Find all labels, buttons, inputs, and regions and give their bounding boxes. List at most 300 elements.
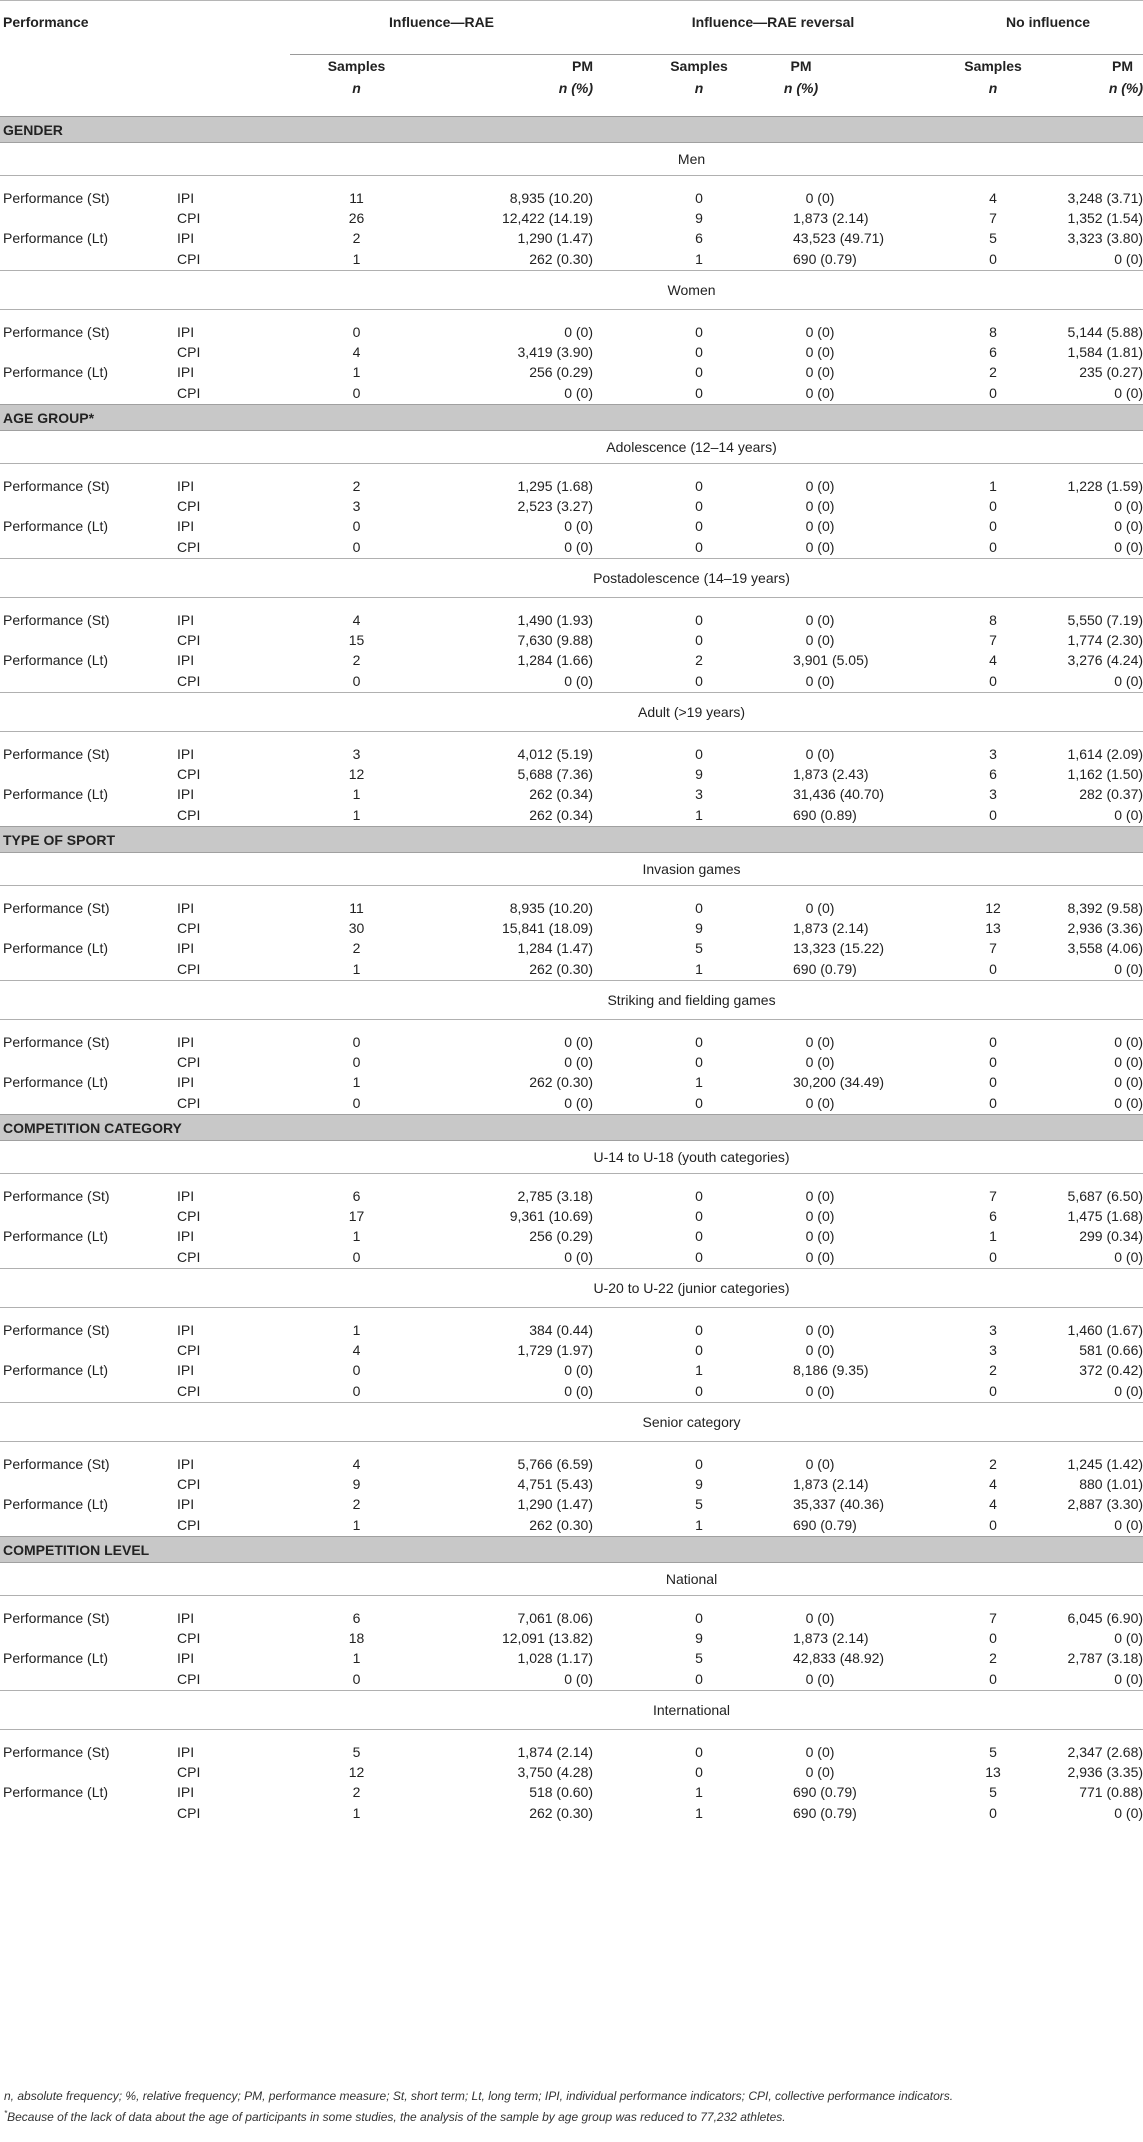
table-row [0, 208, 1143, 228]
cell-none-samples: 7 [989, 632, 997, 648]
row-performance-label [0, 670, 177, 693]
row-performance-label: Performance (St) [3, 900, 110, 916]
cell-rae-pm: 0 (0) [564, 1054, 594, 1070]
header-group-no-influence: No influence [953, 1, 1143, 55]
cell-none-samples: 0 [953, 1246, 1033, 1269]
cell-none-samples: 3 [989, 1342, 997, 1358]
spacer-cell [847, 1052, 953, 1072]
row-indicator-label: IPI [177, 786, 195, 802]
cell-none-pm: 0 (0) [1114, 1054, 1143, 1070]
cell-reversal-pm: 3,901 (5.05) [793, 652, 869, 668]
cell-none-pm: 0 (0) [1033, 536, 1143, 559]
cell-none-pm: 0 (0) [1033, 1380, 1143, 1403]
cell-none-pm: 581 (0.66) [1079, 1342, 1143, 1358]
cell-none-samples: 0 [989, 1095, 997, 1111]
header-row-units [0, 77, 1143, 117]
cell-none-pm: 235 (0.27) [1079, 364, 1143, 380]
cell-reversal-samples: 0 [695, 1054, 703, 1070]
spacer-cell [847, 1092, 953, 1115]
cell-reversal-pm: 1,873 (2.14) [793, 1476, 869, 1492]
row-indicator-label: CPI [177, 1054, 201, 1070]
cell-rae-pm: 7,630 (9.88) [517, 632, 594, 648]
row-indicator-label: IPI [177, 746, 195, 762]
cell-rae-samples: 0 [290, 536, 423, 559]
row-performance-label: Performance (Lt) [3, 652, 109, 668]
table-row [0, 670, 1143, 693]
table-row [0, 476, 1143, 496]
spacer-cell [847, 1206, 953, 1226]
header-row-groups [0, 1, 1143, 55]
cell-rae-pm: 1,729 (1.97) [517, 1342, 594, 1358]
cell-none-samples: 0 [953, 1668, 1033, 1691]
table-row [0, 610, 1143, 630]
cell-reversal-pm: 0 (0) [805, 632, 835, 648]
cell-reversal-pm: 42,833 (48.92) [793, 1650, 885, 1666]
spacer-cell [847, 958, 953, 981]
cell-reversal-pm: 0 (0) [805, 324, 835, 340]
row-indicator-label: CPI [177, 958, 290, 981]
cell-reversal-pm: 0 (0) [805, 746, 835, 762]
cell-reversal-samples: 9 [695, 920, 703, 936]
cell-none-pm: 0 (0) [1033, 958, 1143, 981]
header-pm: PM [790, 58, 812, 74]
cell-rae-samples: 0 [290, 670, 423, 693]
header-n-pct: n (%) [423, 77, 593, 117]
cell-none-pm: 0 (0) [1114, 1630, 1143, 1646]
cell-rae-samples: 2 [352, 940, 361, 956]
table-row [0, 1608, 1143, 1628]
cell-rae-samples: 1 [352, 807, 361, 823]
row-performance-label: Performance (St) [3, 478, 110, 494]
cell-rae-samples: 11 [349, 900, 364, 916]
cell-rae-pm: 12,091 (13.82) [501, 1630, 594, 1646]
row-performance-label [0, 1668, 177, 1691]
subgroup-header [0, 1141, 1143, 1174]
row-indicator-label: CPI [177, 632, 201, 648]
row-performance-label: Performance (St) [3, 1744, 110, 1760]
row-indicator-label: IPI [177, 1744, 195, 1760]
cell-none-samples: 0 [953, 670, 1033, 693]
row-performance-label: Performance (Lt) [3, 1784, 109, 1800]
cell-rae-pm: 384 (0.44) [529, 1322, 594, 1338]
cell-reversal-pm: 30,200 (34.49) [793, 1074, 885, 1090]
cell-none-pm: 8,392 (9.58) [1067, 900, 1143, 916]
row-indicator-label: CPI [177, 210, 201, 226]
cell-reversal-samples: 0 [695, 498, 703, 514]
cell-none-samples: 0 [989, 1074, 997, 1090]
footnote-age-text: Because of the lack of data about the age of participants in some studies, the analysis of the sample by age group was reduced to 77,232 athletes. [7, 2110, 786, 2124]
cell-none-pm: 2,887 (3.30) [1067, 1496, 1143, 1512]
row-performance-label: Performance (Lt) [3, 1228, 109, 1244]
cell-rae-samples: 4 [352, 1456, 361, 1472]
cell-reversal-samples: 0 [593, 536, 755, 559]
table-row [0, 1226, 1143, 1246]
spacer-cell [847, 322, 953, 342]
cell-none-samples: 3 [989, 1322, 997, 1338]
cell-reversal-pm: 0 (0) [805, 1744, 835, 1760]
cell-rae-pm: 15,841 (18.09) [501, 920, 594, 936]
row-indicator-label: CPI [177, 766, 201, 782]
spacer-cell [847, 804, 953, 827]
cell-reversal-samples: 0 [695, 385, 703, 401]
cell-reversal-samples: 0 [695, 364, 703, 380]
row-indicator-label: CPI [177, 1476, 201, 1492]
spacer-cell [847, 610, 953, 630]
cell-none-pm: 0 (0) [1114, 385, 1143, 401]
cell-none-pm: 1,774 (2.30) [1067, 632, 1143, 648]
cell-rae-pm: 262 (0.34) [529, 807, 594, 823]
cell-reversal-pm: 1,873 (2.14) [793, 920, 869, 936]
row-indicator-label: IPI [177, 612, 195, 628]
cell-none-samples: 0 [989, 1034, 997, 1050]
cell-none-samples: 4 [989, 1476, 997, 1492]
cell-none-pm: 1,460 (1.67) [1067, 1322, 1143, 1338]
row-performance-label [0, 1246, 177, 1269]
cell-rae-pm: 0 (0) [564, 1034, 594, 1050]
cell-rae-pm: 0 (0) [564, 385, 594, 401]
row-indicator-label: CPI [177, 807, 201, 823]
table-row [0, 322, 1143, 342]
row-indicator-label: CPI [177, 670, 290, 693]
table-row [0, 342, 1143, 362]
table-row [0, 1648, 1143, 1668]
cell-reversal-samples: 0 [695, 518, 703, 534]
row-indicator-label: IPI [177, 652, 195, 668]
row-indicator-label: IPI [177, 478, 195, 494]
footnote-mark: * [4, 2109, 8, 2118]
cell-none-samples: 7 [989, 940, 997, 956]
subgroup-title: Women [0, 271, 1143, 310]
row-performance-label [0, 1206, 177, 1226]
spacer-cell [847, 476, 953, 496]
table-row [0, 1340, 1143, 1360]
cell-reversal-samples: 0 [593, 1380, 755, 1403]
cell-reversal-samples: 0 [695, 1034, 703, 1050]
cell-rae-pm: 12,422 (14.19) [501, 210, 594, 226]
cell-rae-samples: 3 [352, 746, 361, 762]
cell-reversal-samples: 5 [695, 1650, 703, 1666]
cell-none-samples: 2 [989, 1362, 997, 1378]
cell-reversal-pm: 0 (0) [805, 1764, 835, 1780]
spacer-cell [847, 898, 953, 918]
cell-reversal-pm: 0 (0) [805, 1208, 835, 1224]
row-indicator-label: IPI [177, 1362, 195, 1378]
row-performance-label [0, 342, 177, 362]
cell-none-samples: 7 [989, 1188, 997, 1204]
cell-reversal-samples: 1 [695, 1362, 703, 1378]
cell-rae-pm: 256 (0.29) [529, 1228, 594, 1244]
spacer-cell [847, 248, 953, 271]
cell-rae-samples: 1 [290, 248, 423, 271]
cell-none-pm: 0 (0) [1033, 1246, 1143, 1269]
table-row [0, 1380, 1143, 1403]
spacer-cell [847, 1454, 953, 1474]
cell-rae-samples: 1 [352, 1074, 361, 1090]
subgroup-title: Adolescence (12–14 years) [0, 431, 1143, 464]
spacer-cell [847, 1514, 953, 1537]
table-row [0, 804, 1143, 827]
cell-reversal-samples: 0 [695, 612, 703, 628]
cell-rae-pm: 1,490 (1.93) [517, 612, 594, 628]
table-row [0, 496, 1143, 516]
cell-none-pm: 771 (0.88) [1079, 1784, 1143, 1800]
table-row [0, 1052, 1143, 1072]
table-row [0, 362, 1143, 382]
table-row [0, 1514, 1143, 1537]
row-performance-label: Performance (St) [3, 1034, 110, 1050]
subgroup-header [0, 1691, 1143, 1730]
cell-rae-samples: 11 [349, 190, 364, 206]
cell-rae-pm: 0 (0) [564, 1095, 594, 1111]
row-performance-label: Performance (Lt) [3, 1362, 109, 1378]
section-title: GENDER [0, 117, 1143, 143]
subgroup-title: Adult (>19 years) [0, 693, 1143, 732]
row-indicator-label: IPI [177, 1784, 195, 1800]
subgroup-header [0, 559, 1143, 598]
row-performance-label [0, 764, 177, 784]
cell-none-pm: 5,550 (7.19) [1067, 612, 1143, 628]
cell-none-pm: 2,347 (2.68) [1067, 1744, 1143, 1760]
row-performance-label [0, 1380, 177, 1403]
row-performance-label [0, 496, 177, 516]
row-performance-label: Performance (St) [3, 324, 110, 340]
cell-none-pm: 0 (0) [1033, 248, 1143, 271]
row-indicator-label: IPI [177, 364, 195, 380]
cell-none-samples: 6 [989, 344, 997, 360]
cell-reversal-pm: 1,873 (2.14) [793, 1630, 869, 1646]
cell-reversal-pm: 0 (0) [805, 344, 835, 360]
cell-rae-samples: 5 [352, 1744, 361, 1760]
cell-none-pm: 0 (0) [1033, 1668, 1143, 1691]
row-performance-label: Performance (Lt) [3, 364, 109, 380]
subgroup-header [0, 1403, 1143, 1442]
cell-reversal-pm: 1,873 (2.43) [793, 766, 869, 782]
cell-none-samples: 0 [953, 248, 1033, 271]
cell-rae-pm: 0 (0) [564, 1362, 594, 1378]
cell-rae-samples: 2 [352, 230, 361, 246]
cell-reversal-pm: 0 (0) [805, 1342, 835, 1358]
row-indicator-label: IPI [177, 190, 195, 206]
row-performance-label: Performance (Lt) [3, 786, 109, 802]
spacer-cell [847, 1340, 953, 1360]
row-indicator-label: CPI [177, 1517, 201, 1533]
row-performance-label [0, 630, 177, 650]
cell-reversal-samples: 3 [695, 786, 703, 802]
cell-reversal-pm: 0 (0) [805, 1054, 835, 1070]
cell-none-samples: 1 [989, 478, 997, 494]
header-group-rae-reversal: Influence—RAE reversal [593, 1, 953, 55]
cell-none-pm: 2,936 (3.36) [1067, 920, 1143, 936]
cell-reversal-pm: 0 (0) [755, 536, 847, 559]
cell-rae-pm: 1,290 (1.47) [517, 1496, 594, 1512]
cell-none-pm: 3,276 (4.24) [1067, 652, 1143, 668]
cell-reversal-samples: 9 [695, 210, 703, 226]
cell-none-samples: 0 [989, 1805, 997, 1821]
cell-none-pm: 2,787 (3.18) [1067, 1650, 1143, 1666]
cell-none-samples: 0 [989, 518, 997, 534]
cell-reversal-pm: 0 (0) [805, 478, 835, 494]
cell-rae-pm: 262 (0.30) [423, 958, 593, 981]
cell-reversal-samples: 0 [695, 1208, 703, 1224]
cell-none-pm: 1,475 (1.68) [1067, 1208, 1143, 1224]
cell-rae-samples: 12 [348, 1764, 365, 1780]
spacer-cell [847, 670, 953, 693]
cell-none-samples: 5 [989, 1744, 997, 1760]
spacer-cell [847, 1782, 953, 1802]
header-row-labels [0, 55, 1143, 78]
section-header [0, 405, 1143, 431]
cell-rae-samples: 0 [352, 1095, 361, 1111]
cell-rae-samples: 0 [290, 1246, 423, 1269]
row-indicator-label: IPI [177, 1650, 195, 1666]
row-indicator-label: IPI [177, 518, 195, 534]
table-row [0, 1782, 1143, 1802]
cell-rae-pm: 2,785 (3.18) [517, 1188, 594, 1204]
cell-rae-pm: 1,284 (1.66) [517, 652, 594, 668]
cell-rae-pm: 5,688 (7.36) [517, 766, 594, 782]
row-indicator-label: IPI [177, 1228, 195, 1244]
header-samples: Samples [327, 58, 386, 74]
row-indicator-label: IPI [177, 1456, 195, 1472]
row-indicator-label: IPI [177, 324, 195, 340]
row-performance-label: Performance (St) [3, 190, 110, 206]
subgroup-header [0, 853, 1143, 886]
cell-reversal-samples: 9 [695, 1630, 703, 1646]
row-indicator-label: IPI [177, 900, 195, 916]
table-row [0, 1092, 1143, 1115]
cell-none-samples: 0 [989, 498, 997, 514]
cell-reversal-pm: 0 (0) [805, 364, 835, 380]
spacer-cell [847, 516, 953, 536]
cell-none-samples: 5 [989, 1784, 997, 1800]
cell-none-samples: 6 [989, 1208, 997, 1224]
cell-none-samples: 3 [989, 746, 997, 762]
spacer-cell [847, 1762, 953, 1782]
row-performance-label [0, 918, 177, 938]
cell-none-samples: 13 [985, 920, 1001, 936]
table-row [0, 630, 1143, 650]
cell-reversal-pm: 1,873 (2.14) [793, 210, 869, 226]
section-title: COMPETITION CATEGORY [0, 1115, 1143, 1141]
subgroup-header [0, 1563, 1143, 1596]
cell-none-pm: 5,687 (6.50) [1067, 1188, 1143, 1204]
cell-none-samples: 0 [953, 1380, 1033, 1403]
row-indicator-label: CPI [177, 1380, 290, 1403]
row-indicator-label: CPI [177, 1805, 201, 1821]
cell-reversal-pm: 0 (0) [805, 1188, 835, 1204]
cell-none-samples: 1 [989, 1228, 997, 1244]
cell-none-pm: 1,162 (1.50) [1067, 766, 1143, 782]
spacer-cell [847, 1802, 953, 1824]
cell-none-samples: 2 [989, 1650, 997, 1666]
row-performance-label: Performance (St) [3, 1322, 110, 1338]
cell-none-pm: 0 (0) [1114, 807, 1143, 823]
section-title: COMPETITION LEVEL [0, 1537, 1143, 1563]
cell-rae-pm: 262 (0.34) [529, 786, 594, 802]
cell-rae-pm: 0 (0) [423, 1668, 593, 1691]
row-performance-label [0, 1628, 177, 1648]
subgroup-title: Postadolescence (14–19 years) [0, 559, 1143, 598]
row-performance-label: Performance (Lt) [3, 1074, 109, 1090]
cell-reversal-pm: 13,323 (15.22) [793, 940, 885, 956]
cell-reversal-samples: 0 [695, 478, 703, 494]
cell-reversal-samples: 1 [695, 1074, 703, 1090]
cell-rae-samples: 1 [352, 1805, 361, 1821]
cell-reversal-pm: 690 (0.79) [793, 1805, 857, 1821]
cell-reversal-samples: 0 [695, 1764, 703, 1780]
footnote-age-group [4, 2105, 1139, 2126]
cell-rae-samples: 1 [352, 1650, 361, 1666]
table-row [0, 1668, 1143, 1691]
cell-reversal-samples: 5 [695, 1496, 703, 1512]
cell-reversal-pm: 0 (0) [755, 1246, 847, 1269]
cell-rae-samples: 1 [352, 786, 361, 802]
subgroup-title: International [0, 1691, 1143, 1730]
cell-rae-samples: 2 [352, 478, 361, 494]
cell-reversal-pm: 0 (0) [755, 670, 847, 693]
cell-reversal-pm: 0 (0) [805, 518, 835, 534]
cell-reversal-samples: 0 [593, 1668, 755, 1691]
cell-rae-samples: 2 [352, 1784, 361, 1800]
cell-none-samples: 0 [989, 1630, 997, 1646]
cell-none-pm: 0 (0) [1114, 518, 1143, 534]
table-row [0, 764, 1143, 784]
row-indicator-label: CPI [177, 344, 201, 360]
cell-none-pm: 372 (0.42) [1079, 1362, 1143, 1378]
cell-reversal-samples: 0 [695, 324, 703, 340]
cell-reversal-samples: 2 [695, 652, 703, 668]
table-row [0, 1454, 1143, 1474]
header-performance: Performance [0, 1, 177, 55]
cell-reversal-samples: 9 [695, 766, 703, 782]
row-performance-label: Performance (Lt) [3, 1496, 109, 1512]
table-row [0, 248, 1143, 271]
subgroup-title: Invasion games [0, 853, 1143, 886]
spacer-cell [847, 362, 953, 382]
row-performance-label [0, 208, 177, 228]
cell-none-pm: 2,936 (3.35) [1067, 1764, 1143, 1780]
row-indicator-label: IPI [177, 230, 195, 246]
cell-rae-pm: 262 (0.30) [423, 248, 593, 271]
cell-none-pm: 1,614 (2.09) [1067, 746, 1143, 762]
cell-rae-pm: 2,523 (3.27) [517, 498, 594, 514]
subgroup-title: U-14 to U-18 (youth categories) [0, 1141, 1143, 1174]
row-performance-label: Performance (St) [3, 612, 110, 628]
cell-none-samples: 2 [989, 364, 997, 380]
cell-none-samples: 4 [989, 652, 997, 668]
cell-reversal-pm: 31,436 (40.70) [793, 786, 885, 802]
table-row [0, 918, 1143, 938]
cell-rae-pm: 0 (0) [423, 1246, 593, 1269]
row-performance-label [0, 1802, 177, 1824]
table-row [0, 1802, 1143, 1824]
subgroup-title: Striking and fielding games [0, 981, 1143, 1020]
subgroup-header [0, 271, 1143, 310]
section-header [0, 1115, 1143, 1141]
table-row [0, 1206, 1143, 1226]
row-indicator-label: CPI [177, 1630, 201, 1646]
table-row [0, 1360, 1143, 1380]
subgroup-header [0, 143, 1143, 176]
spacer-cell [847, 1668, 953, 1691]
header-samples: Samples [964, 58, 1022, 74]
cell-none-pm: 0 (0) [1114, 1805, 1143, 1821]
table-row [0, 938, 1143, 958]
cell-reversal-samples: 1 [593, 248, 755, 271]
cell-none-samples: 0 [953, 958, 1033, 981]
cell-rae-pm: 0 (0) [564, 518, 594, 534]
cell-reversal-pm: 0 (0) [805, 1095, 835, 1111]
